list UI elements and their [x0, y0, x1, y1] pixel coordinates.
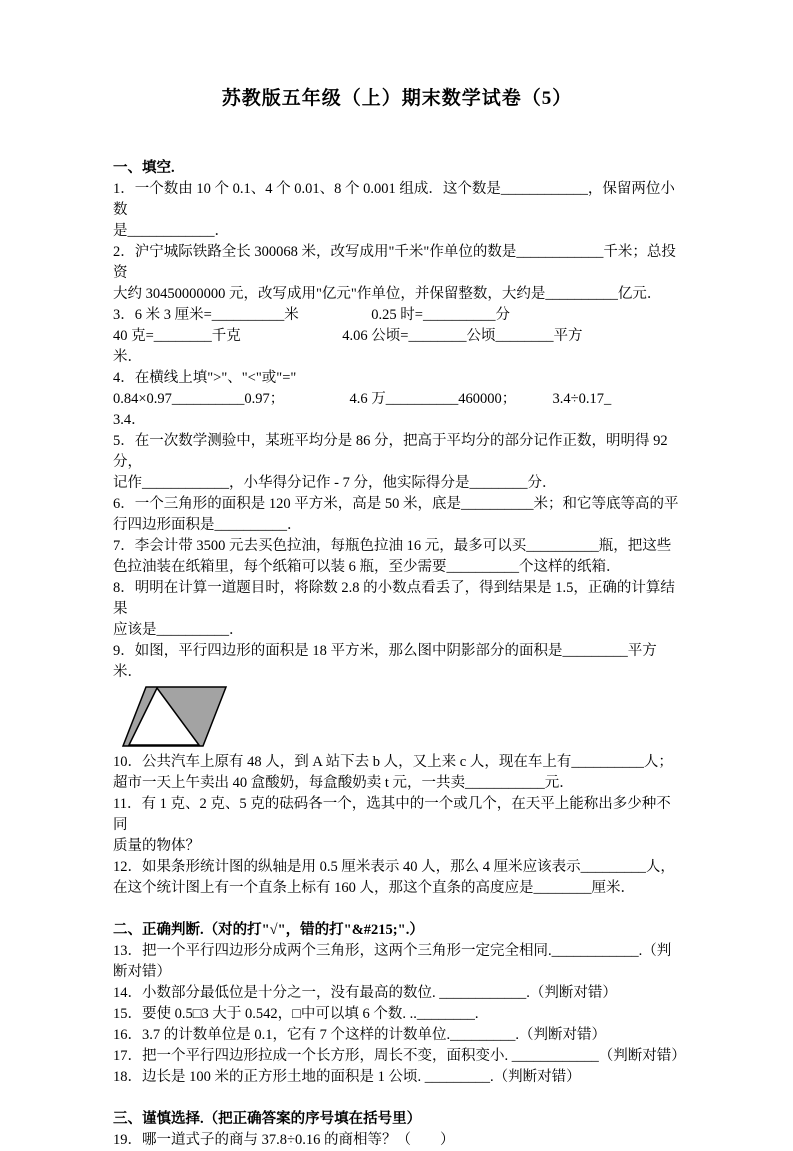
- section-2-heading: 二、正确判断.（对的打"√"，错的打"&#215;".）: [113, 922, 424, 938]
- page-title: 苏教版五年级（上）期末数学试卷（5）: [221, 88, 573, 109]
- exam-line: 40 克=________千克 4.06 公顷=________公顷________平方: [113, 328, 583, 344]
- exam-line: 质量的物体？: [113, 838, 200, 854]
- exam-line: 12．如果条形统计图的纵轴是用 0.5 厘米表示 40 人，那么 4 厘米应该表示_________人，: [113, 859, 675, 875]
- exam-line: 7．李会计带 3500 元去买色拉油，每瓶色拉油 16 元，最多可以买__________瓶，把这些: [113, 538, 672, 554]
- exam-line: 0.84×0.97__________0.97； 4.6 万__________460000； 3.4÷0.17_: [113, 391, 612, 407]
- exam-line: 10．公共汽车上原有 48 人，到 A 站下去 b 人，又上来 c 人，现在车上有__________人；: [113, 754, 673, 770]
- parallelogram-figure-svg: [122, 686, 228, 748]
- exam-line: 米．: [113, 349, 142, 365]
- exam-line: 17．把一个平行四边形拉成一个长方形，周长不变，面积变小. ____________（判断对错）: [113, 1048, 686, 1064]
- exam-line: 18．边长是 100 米的正方形土地的面积是 1 公顷. _________.（判断对错）: [113, 1069, 581, 1085]
- exam-line: 8．明明在计算一道题目时，将除数 2.8 的小数点看丢了，得到结果是 1.5，正确的计算结果: [113, 580, 675, 617]
- section-fill-in-blanks: [113, 158, 681, 899]
- exam-line: 记作____________，小华得分记作 - 7 分，他实际得分是________分．: [113, 475, 557, 491]
- exam-line: 5．在一次数学测验中，某班平均分是 86 分，把高于平均分的部分记作正数，明明得 92 分，: [113, 433, 672, 470]
- exam-line: 9．如图，平行四边形的面积是 18 平方米，那么图中阴影部分的面积是_________平方米．: [113, 643, 657, 680]
- exam-line: 断对错）: [113, 964, 171, 980]
- exam-line: 在这个统计图上有一个直条上标有 160 人，那这个直条的高度应是________厘米．: [113, 880, 635, 896]
- exam-line: 3．6 米 3 厘米=__________米 0.25 时=__________分: [113, 307, 510, 323]
- section-3-heading: 三、谨慎选择.（把正确答案的序号填在括号里）: [113, 1111, 422, 1127]
- exam-line: 应该是__________．: [113, 622, 244, 638]
- parallelogram-figure: [113, 683, 681, 752]
- exam-line: 2．沪宁城际铁路全长 300068 米，改写成用"千米"作单位的数是____________千米；总投资: [113, 244, 676, 281]
- exam-line: 6．一个三角形的面积是 120 平方米，高是 50 米，底是__________米；和它等底等高的平: [113, 496, 679, 512]
- exam-line: 行四边形面积是__________．: [113, 517, 302, 533]
- exam-line: 19．哪一道式子的商与 37.8÷0.16 的商相等？（ ）: [113, 1132, 455, 1148]
- exam-line: 14．小数部分最低位是十分之一，没有最高的数位. ____________.（判断对错）: [113, 985, 617, 1001]
- exam-line: 3.4．: [113, 412, 146, 428]
- exam-line: 13．把一个平行四边形分成两个三角形，这两个三角形一定完全相同.____________.（判: [113, 943, 672, 959]
- section-multiple-choice: [113, 1109, 681, 1151]
- section-1-heading: 一、填空.: [113, 160, 175, 176]
- section-true-false: [113, 920, 686, 1088]
- exam-line: 4．在横线上填">"、"<"或"=": [113, 370, 297, 386]
- exam-line: 1．一个数由 10 个 0.1、4 个 0.01、8 个 0.001 组成．这个数是____________，保留两位小数: [113, 181, 675, 218]
- exam-line: 11．有 1 克、2 克、5 克的砝码各一个，选其中的一个或几个，在天平上能称出多少种不同: [113, 796, 671, 833]
- exam-line: 色拉油装在纸箱里，每个纸箱可以装 6 瓶，至少需要__________个这样的纸箱．: [113, 559, 621, 575]
- section-spacer: [113, 1088, 681, 1109]
- exam-line: 15．要使 0.5□3 大于 0.542，□中可以填 6 个数. ..________.: [113, 1006, 479, 1022]
- section-spacer: [113, 899, 681, 920]
- exam-line: 是____________．: [113, 223, 229, 239]
- exam-line: 16．3.7 的计数单位是 0.1，它有 7 个这样的计数单位._________.（判断对错）: [113, 1027, 606, 1043]
- exam-line: 大约 30450000000 元，改写成用"亿元"作单位，并保留整数，大约是__________亿元．: [113, 286, 662, 302]
- exam-line: 超市一天上午卖出 40 盒酸奶，每盒酸奶卖 t 元，一共卖___________元．: [113, 775, 574, 791]
